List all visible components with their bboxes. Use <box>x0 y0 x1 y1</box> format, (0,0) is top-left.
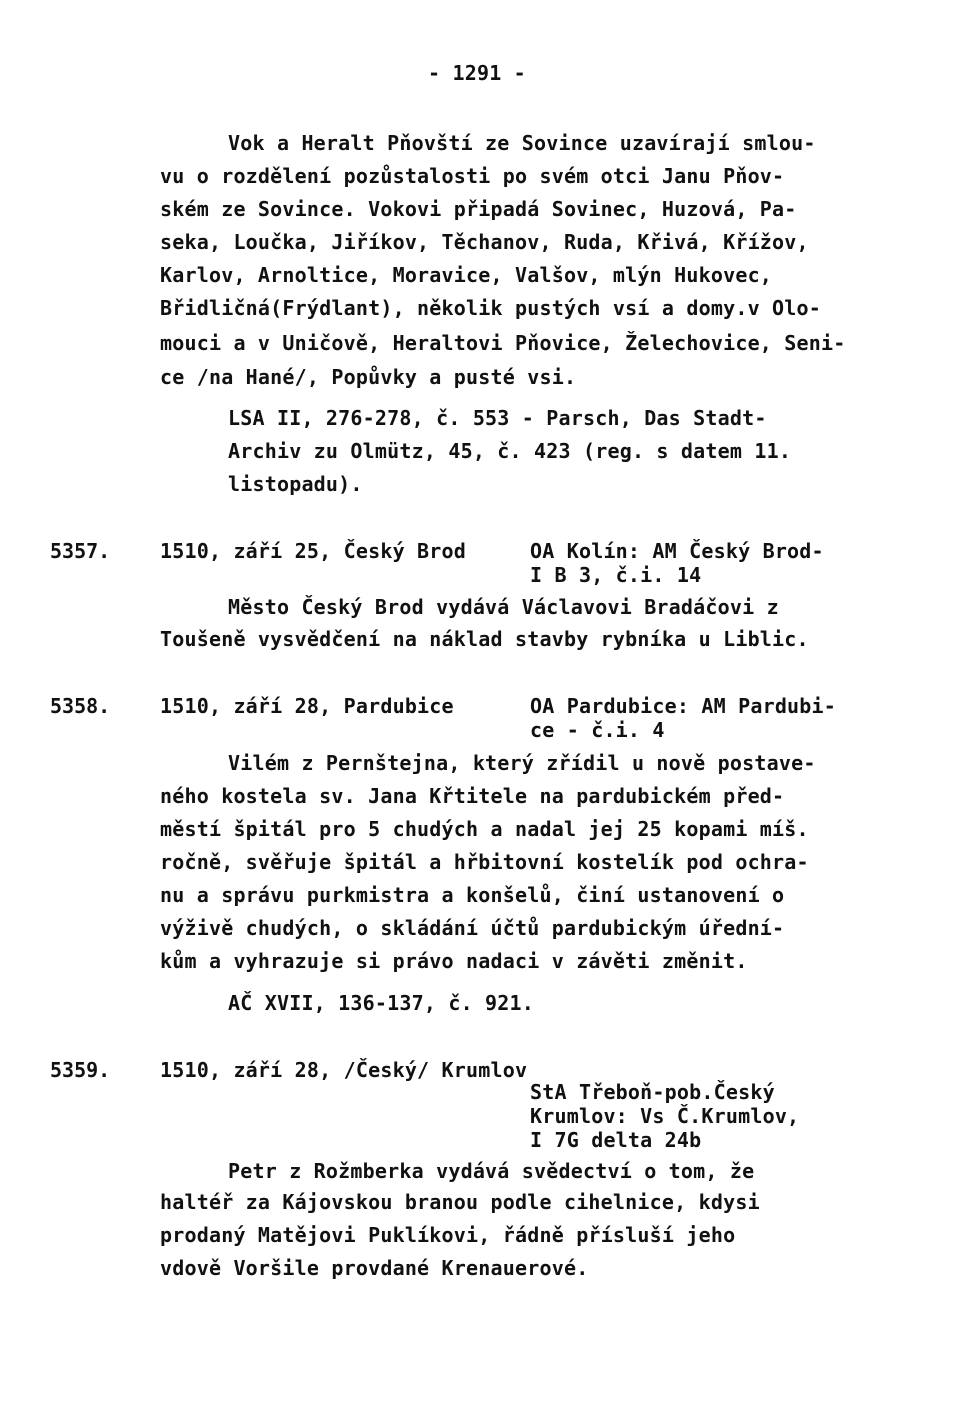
entry-date-place: 1510, září 25, Český Brod <box>160 539 467 563</box>
entry-body-line: vdově Voršile provdané Krenauerové. <box>160 1256 589 1280</box>
intro-line: vu o rozdělení pozůstalosti po svém otci Janu Pňov- <box>160 164 785 188</box>
entry-number: 5358. <box>50 694 111 718</box>
entry-body-line: kům a vyhrazuje si právo nadaci v závěti změnit. <box>160 949 748 973</box>
entry-body-line: Toušeně vysvědčení na náklad stavby rybníka u Liblic. <box>160 627 809 651</box>
entry-archive: ce - č.i. 4 <box>530 718 665 742</box>
entry-archive: I B 3, č.i. 14 <box>530 563 702 587</box>
entry-number: 5357. <box>50 539 111 563</box>
entry-body-line: ného kostela sv. Jana Křtitele na pardubickém před- <box>160 784 785 808</box>
reference-line: AČ XVII, 136-137, č. 921. <box>228 991 535 1015</box>
intro-line: Břidličná(Frýdlant), několik pustých vsí a domy.v Olo- <box>160 296 822 320</box>
reference-line: Archiv zu Olmütz, 45, č. 423 (reg. s datem 11. <box>228 439 792 463</box>
entry-body-line: Město Český Brod vydává Václavovi Bradáčovi z <box>228 595 779 619</box>
intro-line: ském ze Sovince. Vokovi připadá Sovinec, Huzová, Pa- <box>160 197 797 221</box>
entry-body-line: nu a správu purkmistra a konšelů, činí ustanovení o <box>160 883 785 907</box>
intro-line: Vok a Heralt Pňovští ze Sovince uzavírají smlou- <box>228 131 816 155</box>
intro-line: ce /na Hané/, Popůvky a pusté vsi. <box>160 365 577 389</box>
reference-line: listopadu). <box>228 472 363 496</box>
intro-line: seka, Loučka, Jiříkov, Těchanov, Ruda, Křivá, Křížov, <box>160 230 809 254</box>
entry-body-line: prodaný Matějovi Puklíkovi, řádně přísluší jeho <box>160 1223 736 1247</box>
entry-archive: I 7G delta 24b <box>530 1128 702 1152</box>
entry-archive: OA Kolín: AM Český Brod- <box>530 539 824 563</box>
entry-archive: StA Třeboň-pob.Český <box>530 1080 775 1104</box>
intro-line: Karlov, Arnoltice, Moravice, Valšov, mlýn Hukovec, <box>160 263 773 287</box>
entry-number: 5359. <box>50 1058 111 1082</box>
entry-date-place: 1510, září 28, /Český/ Krumlov <box>160 1058 528 1082</box>
entry-body-line: haltéř za Kájovskou branou podle cihelnice, kdysi <box>160 1190 760 1214</box>
entry-archive: Krumlov: Vs Č.Krumlov, <box>530 1104 800 1128</box>
entry-body-line: ročně, svěřuje špitál a hřbitovní kostelík pod ochra- <box>160 850 809 874</box>
entry-date-place: 1510, září 28, Pardubice <box>160 694 454 718</box>
entry-body-line: Vilém z Pernštejna, který zřídil u nově postave- <box>228 751 816 775</box>
reference-line: LSA II, 276-278, č. 553 - Parsch, Das Stadt- <box>228 406 767 430</box>
intro-line: mouci a v Uničově, Heraltovi Pňovice, Želechovice, Seni- <box>160 331 846 355</box>
entry-archive: OA Pardubice: AM Pardubi- <box>530 694 837 718</box>
entry-body-line: Petr z Rožmberka vydává svědectví o tom, že <box>228 1159 755 1183</box>
page-number: - 1291 - <box>428 61 526 85</box>
entry-body-line: městí špitál pro 5 chudých a nadal jej 25 kopami míš. <box>160 817 809 841</box>
entry-body-line: výživě chudých, o skládání účtů pardubickým úřední- <box>160 916 785 940</box>
